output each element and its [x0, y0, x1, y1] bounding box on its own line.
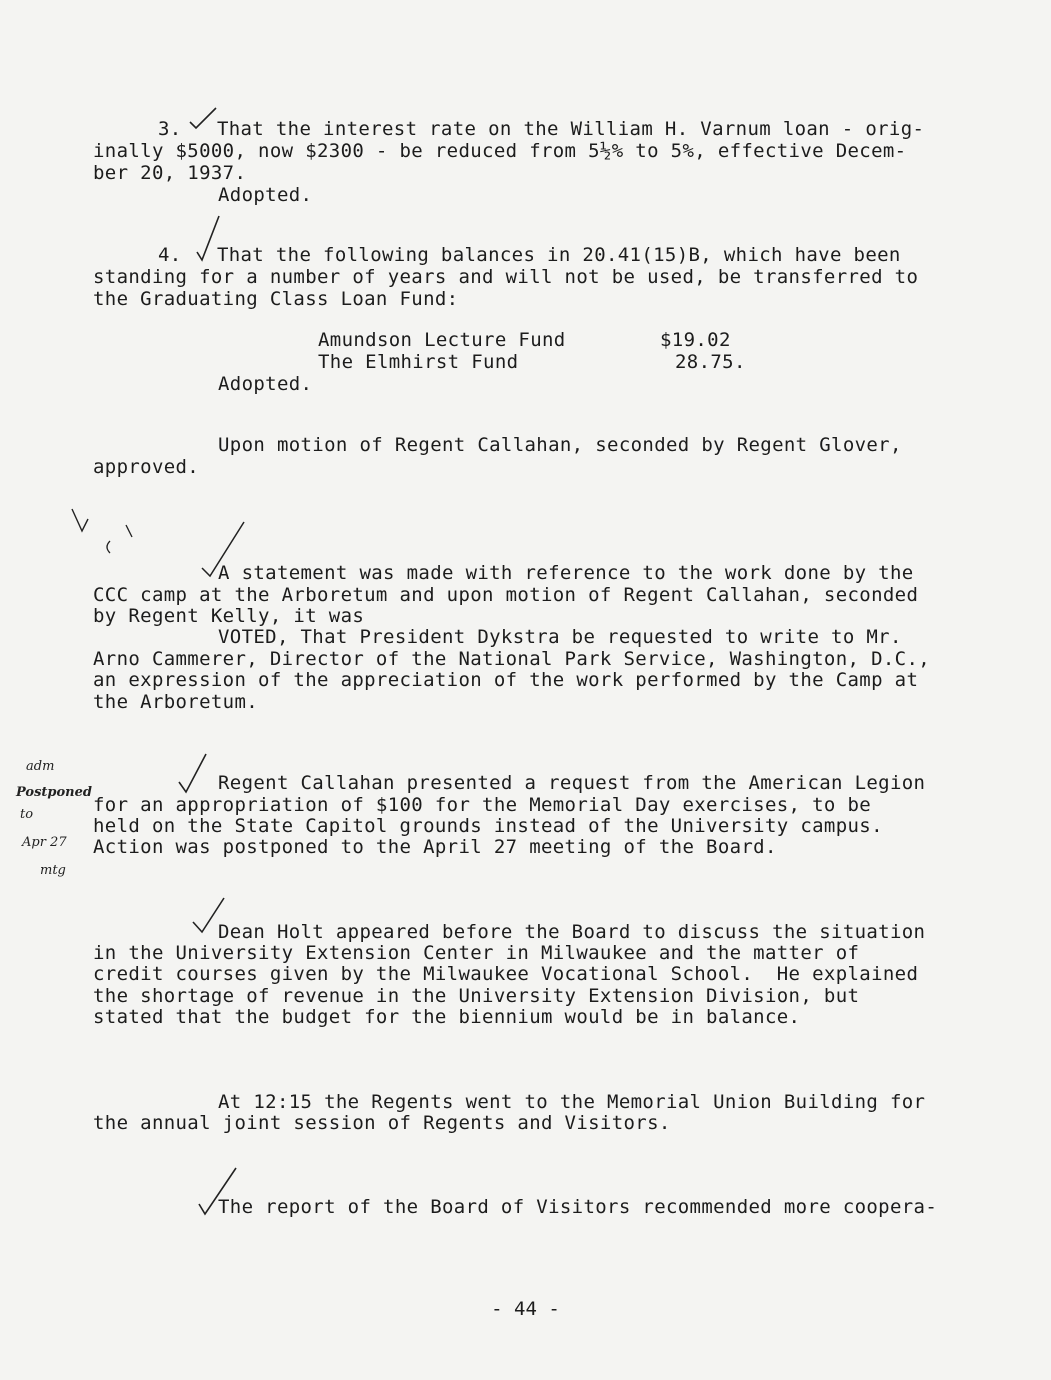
- holt-line4: the shortage of revenue in the University Extension Division, but: [93, 985, 860, 1007]
- ccc-line5: Arno Cammerer, Director of the National Park Service, Washington, D.C.,: [93, 648, 931, 670]
- check-mark-icon: [176, 752, 208, 796]
- holt-line5: stated that the budget for the biennium would be in balance.: [93, 1006, 801, 1028]
- union-line1: At 12:15 the Regents went to the Memorial Union Building for: [218, 1091, 926, 1113]
- page-number: - 44 -: [491, 1298, 560, 1320]
- ccc-line4: VOTED, That President Dykstra be requested to write to Mr.: [218, 626, 902, 648]
- legion-line3: held on the State Capitol grounds instead of the University campus.: [93, 815, 883, 837]
- check-mark-icon: [193, 214, 223, 264]
- check-mark-icon: [188, 106, 218, 132]
- legion-line1: Regent Callahan presented a request from the American Legion: [218, 772, 926, 794]
- ccc-line7: the Arboretum.: [93, 691, 259, 713]
- fund-name: The Elmhirst Fund: [318, 351, 519, 373]
- margin-note-line: Apr 27: [22, 835, 67, 850]
- margin-note-line: mtg: [40, 863, 66, 878]
- fund-amount: 28.75.: [675, 351, 746, 373]
- holt-line1: Dean Holt appeared before the Board to discuss the situation: [218, 921, 926, 943]
- item4-line3: the Graduating Class Loan Fund:: [93, 288, 459, 310]
- legion-line4: Action was postponed to the April 27 meeting of the Board.: [93, 836, 777, 858]
- approval-line2: approved.: [93, 456, 200, 478]
- item4-line2: standing for a number of years and will not be used, be transferred to: [93, 266, 919, 288]
- item3-line2: inally $5000, now $2300 - be reduced from 5½% to 5%, effective Decem-: [93, 140, 907, 162]
- item3-adopted: Adopted.: [218, 184, 313, 206]
- holt-line3: credit courses given by the Milwaukee Vocational School. He explained: [93, 963, 919, 985]
- ccc-line1: A statement was made with reference to the work done by the: [218, 562, 914, 584]
- ccc-line3: by Regent Kelly, it was: [93, 605, 365, 627]
- margin-scribble: [66, 505, 136, 555]
- approval-line1: Upon motion of Regent Callahan, seconded by Regent Glover,: [218, 434, 902, 456]
- ccc-line6: an expression of the appreciation of the work performed by the Camp at: [93, 669, 919, 691]
- fund-amount: $19.02: [660, 329, 731, 351]
- fund-name: Amundson Lecture Fund: [318, 329, 566, 351]
- ccc-line2: CCC camp at the Arboretum and upon motion of Regent Callahan, seconded: [93, 584, 919, 606]
- item4-adopted: Adopted.: [218, 373, 313, 395]
- holt-line2: in the University Extension Center in Milwaukee and the matter of: [93, 942, 860, 964]
- item3-line3: ber 20, 1937.: [93, 162, 247, 184]
- item4-line1: 4. That the following balances in 20.41(15)B, which have been: [158, 244, 901, 266]
- margin-note-line: adm: [26, 759, 55, 774]
- union-line2: the annual joint session of Regents and Visitors.: [93, 1112, 671, 1134]
- margin-note-line: to: [20, 807, 34, 822]
- legion-line2: for an appropriation of $100 for the Memorial Day exercises, to be: [93, 794, 872, 816]
- margin-note-line: Postponed: [16, 785, 92, 800]
- item3-line1: 3. That the interest rate on the William H. Varnum loan - orig-: [158, 118, 925, 140]
- visitors-line1: The report of the Board of Visitors recommended more coopera-: [218, 1196, 938, 1218]
